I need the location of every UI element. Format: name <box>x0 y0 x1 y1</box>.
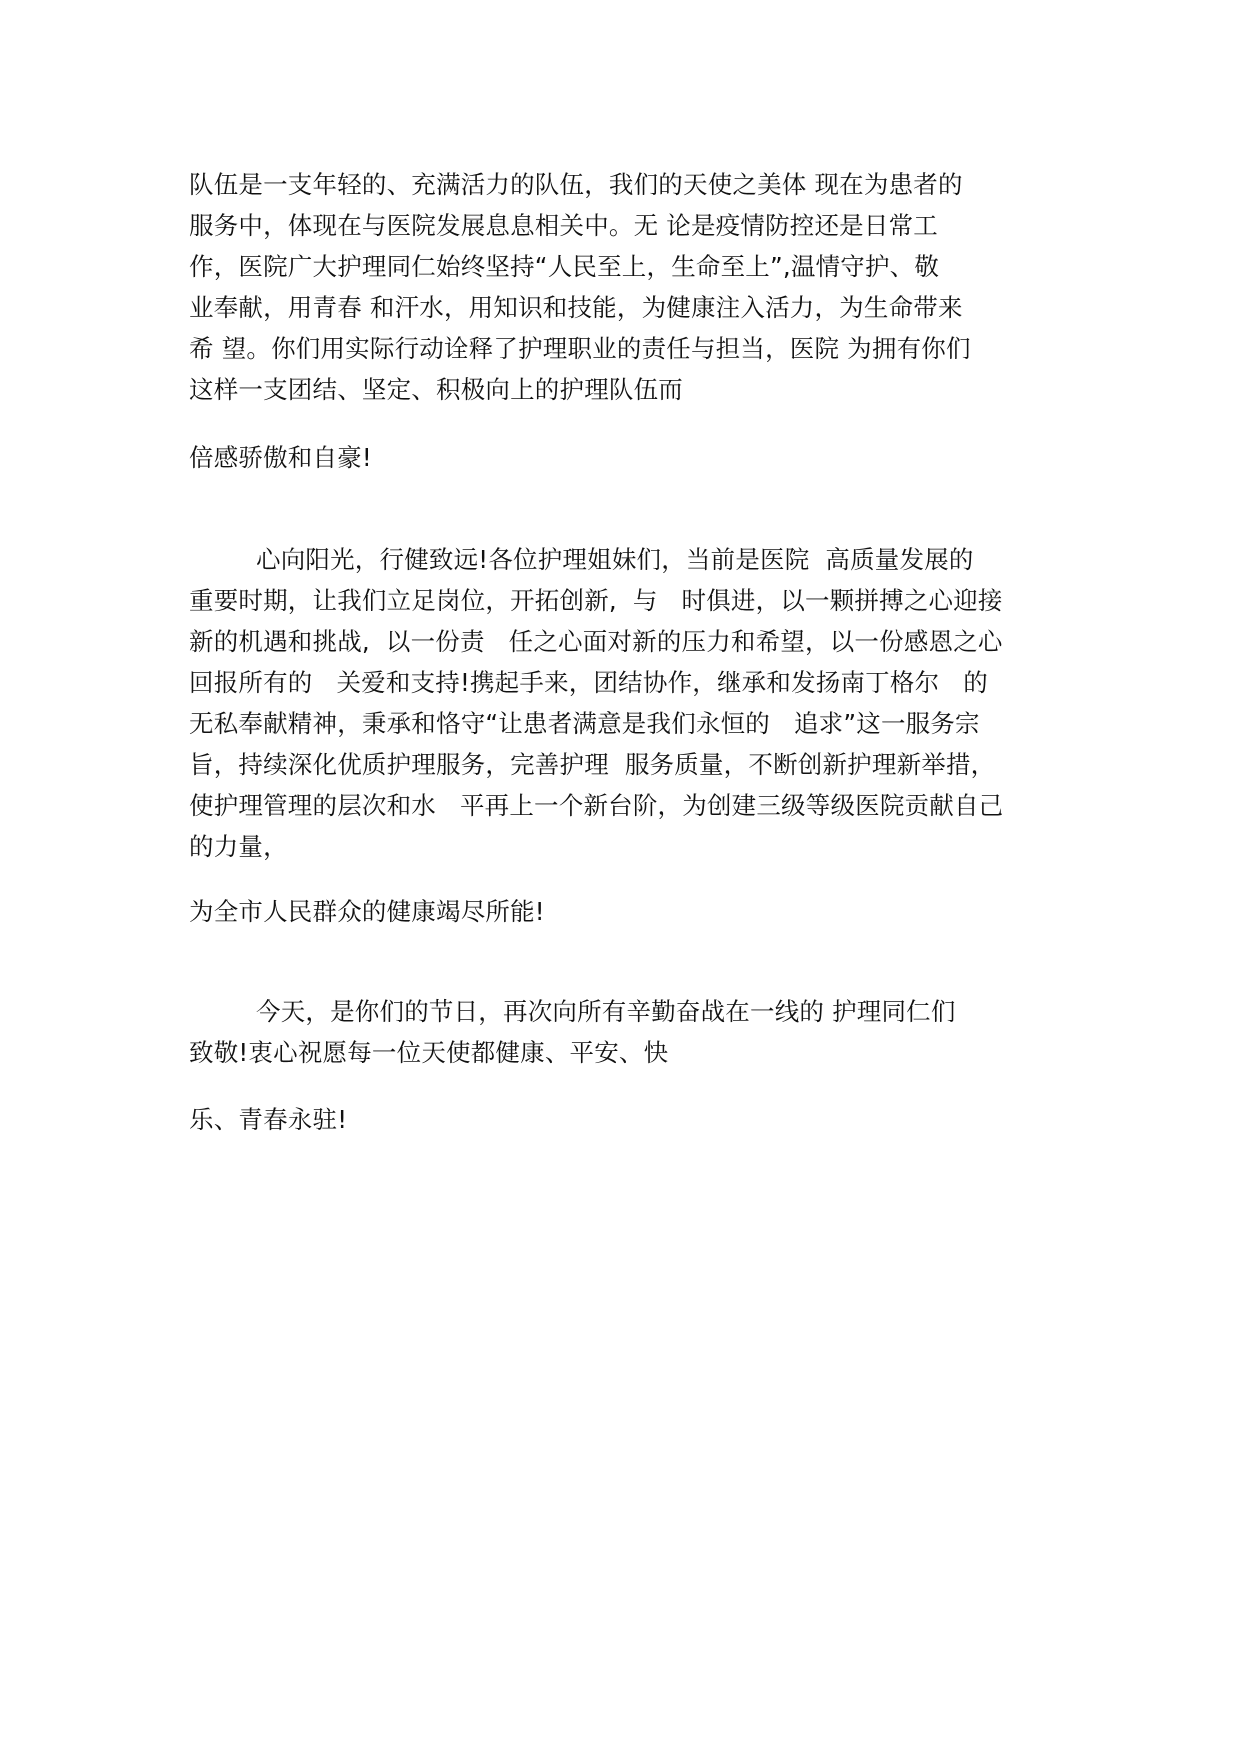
text-line: 倍感骄傲和自豪! <box>189 443 372 472</box>
text-line: 作，医院广大护理同仁始终坚持“人民至上，生命至上”,温情守护、敬 <box>189 252 940 281</box>
text-line: 为全市人民群众的健康竭尽所能! <box>189 897 545 926</box>
text-line: 心向阳光，行健致远!各位护理姐妹们，当前是医院 高质量发展的 <box>256 545 974 574</box>
text-line: 致敬!衷心祝愿每一位天使都健康、平安、快 <box>189 1038 669 1067</box>
text-line: 这样一支团结、坚定、积极向上的护理队伍而 <box>189 375 683 404</box>
text-line: 队伍是一支年轻的、充满活力的队伍，我们的天使之美体 现在为患者的 <box>189 170 963 199</box>
text-line: 无私奉献精神，秉承和恪守“让患者满意是我们永恒的 追求”这一服务宗 <box>189 709 980 738</box>
text-line: 服务中，体现在与医院发展息息相关中。无 论是疫情防控还是日常工 <box>189 211 938 240</box>
text-line: 新的机遇和挑战, 以一份责 任之心面对新的压力和希望，以一份感恩之心 <box>189 627 1003 656</box>
text-line: 旨，持续深化优质护理服务，完善护理 服务质量，不断创新护理新举措， <box>189 750 996 779</box>
text-line: 的力量， <box>189 832 288 861</box>
text-line: 回报所有的 关爱和支持!携起手来，团结协作，继承和发扬南丁格尔 的 <box>189 668 988 697</box>
text-line: 乐、青春永驻! <box>189 1105 348 1134</box>
text-line: 今天，是你们的节日，再次向所有辛勤奋战在一线的 护理同仁们 <box>256 997 956 1026</box>
text-line: 希 望。你们用实际行动诠释了护理职业的责任与担当，医院 为拥有你们 <box>189 334 971 363</box>
text-line: 业奉献，用青春 和汗水，用知识和技能，为健康注入活力，为生命带来 <box>189 293 963 322</box>
text-line: 使护理管理的层次和水 平再上一个新台阶，为创建三级等级医院贡献自己 <box>189 791 1004 820</box>
text-line: 重要时期，让我们立足岗位，开拓创新, 与 时俱进，以一颗拼搏之心迎接 <box>189 586 1003 615</box>
